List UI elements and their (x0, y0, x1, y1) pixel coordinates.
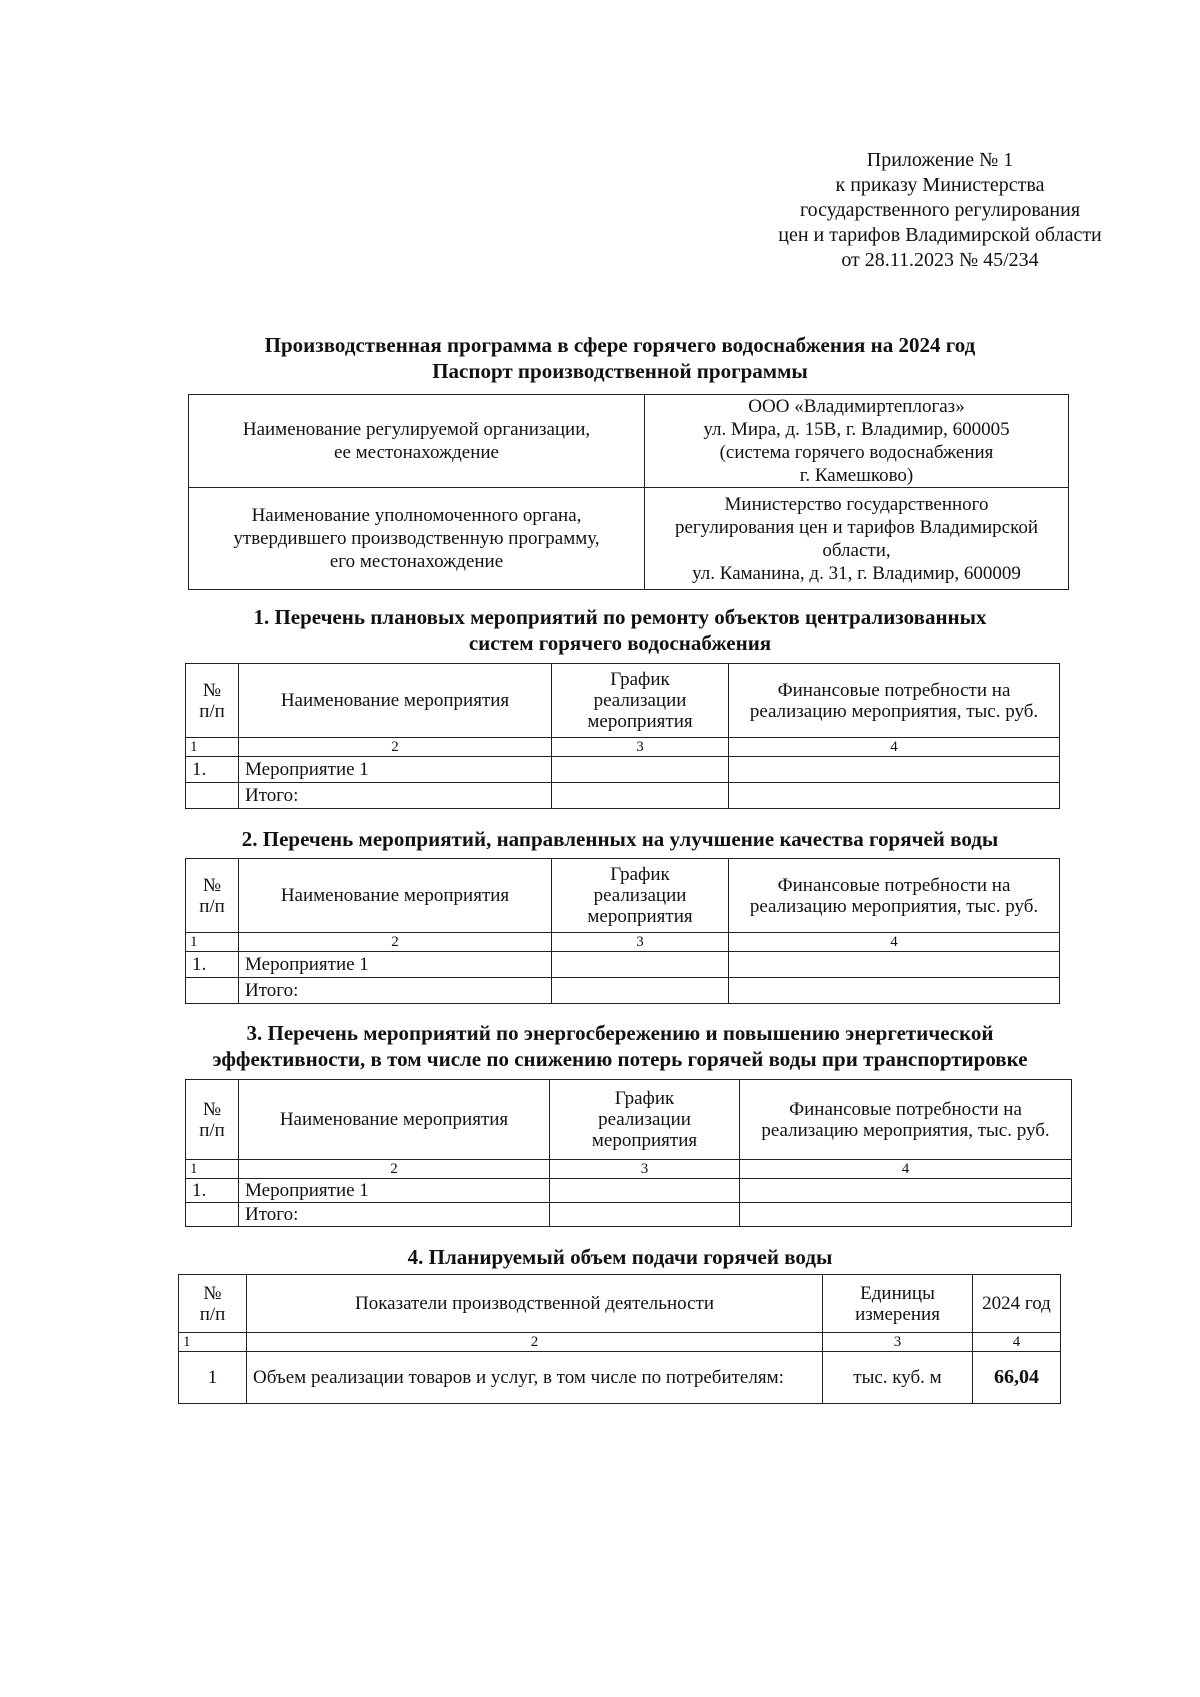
column-number: 4 (729, 933, 1060, 952)
section-4-title (170, 1244, 1070, 1270)
table-header-row (186, 664, 1060, 738)
sub-title: Паспорт производственной программы (432, 359, 808, 383)
table-row (186, 1179, 1072, 1203)
table-cell (729, 978, 1060, 1004)
column-number-row (186, 933, 1060, 952)
header-line: п/п (199, 700, 225, 722)
passport-value-line: ул. Каманина, д. 31, г. Владимир, 600009 (692, 562, 1021, 584)
column-number: 1 (179, 1333, 247, 1352)
appendix-block (740, 148, 1140, 273)
table-cell: Мероприятие 1 (239, 1179, 550, 1203)
section-2-title (170, 826, 1070, 852)
table-cell (729, 783, 1060, 809)
header-line: мероприятия (587, 906, 693, 927)
header-line: реализации (593, 690, 687, 711)
appendix-line: государственного регулирования (799, 199, 1081, 221)
section-title-line: 1. Перечень плановых мероприятий по ремонту объектов централизованных (253, 605, 987, 629)
passport-table (188, 394, 1069, 590)
header-line: № (202, 679, 222, 701)
section-3-table (185, 1079, 1072, 1227)
passport-value-line: г. Камешково) (799, 465, 914, 486)
column-header (186, 664, 239, 738)
column-number: 4 (740, 1160, 1072, 1179)
column-number: 3 (552, 738, 729, 757)
passport-row-organization (189, 395, 1069, 488)
table-cell (740, 1179, 1072, 1203)
column-number: 2 (247, 1333, 823, 1352)
header-line: Наименование мероприятия (279, 1109, 509, 1130)
passport-label (189, 395, 645, 488)
passport-row-authority (189, 488, 1069, 590)
column-number: 3 (550, 1160, 740, 1179)
header-line: Финансовые потребности на (777, 874, 1011, 896)
table-cell (550, 1203, 740, 1227)
table-cell: Мероприятие 1 (239, 952, 552, 978)
table-row (186, 783, 1060, 809)
section-3-title (170, 1020, 1070, 1072)
header-line: реализацию мероприятия, тыс. руб. (749, 895, 1039, 917)
header-line: Единицы (860, 1282, 935, 1304)
table-header-row (186, 1080, 1072, 1160)
table-cell (552, 757, 729, 783)
table-cell: Итого: (239, 978, 552, 1004)
passport-value-line: ООО «Владимиртеплогаз» (748, 396, 965, 417)
header-line: Наименование мероприятия (280, 885, 510, 906)
passport-value (645, 488, 1069, 590)
table-row (186, 757, 1060, 783)
column-number: 1 (186, 933, 239, 952)
column-number: 3 (823, 1333, 973, 1352)
table-cell (186, 978, 239, 1004)
column-header (973, 1275, 1061, 1333)
header-line: мероприятия (591, 1130, 698, 1151)
table-cell: 1. (186, 952, 239, 978)
header-line: реализацию мероприятия, тыс. руб. (761, 1119, 1050, 1141)
column-number: 1 (186, 738, 239, 757)
table-cell: 1. (186, 1179, 239, 1203)
section-title-line: 2. Перечень мероприятий, направленных на улучшение качества горячей воды (241, 827, 999, 851)
section-title-line: систем горячего водоснабжения (468, 631, 772, 655)
header-line: № (202, 874, 222, 896)
table-cell (552, 783, 729, 809)
column-header (550, 1080, 740, 1160)
passport-value-line: (система горячего водоснабжения (719, 442, 994, 463)
passport-label-line: утвердившего производственную программу, (233, 528, 600, 549)
header-line: График (614, 1088, 675, 1109)
column-number: 1 (186, 1160, 239, 1179)
column-number: 2 (239, 1160, 550, 1179)
column-header (823, 1275, 973, 1333)
header-line: № (203, 1282, 222, 1304)
table-row (186, 1203, 1072, 1227)
table-cell: Мероприятие 1 (239, 757, 552, 783)
header-line: мероприятия (587, 711, 693, 732)
passport-value-line: регулирования цен и тарифов Владимирской (674, 516, 1039, 538)
header-line: Финансовые потребности на (789, 1098, 1022, 1120)
appendix-line: цен и тарифов Владимирской области (778, 224, 1102, 246)
column-number-row (186, 1160, 1072, 1179)
passport-value-line: ул. Мира, д. 15В, г. Владимир, 600005 (703, 419, 1010, 440)
column-header (239, 664, 552, 738)
main-title: Производственная программа в сфере горячего водоснабжения на 2024 год (264, 333, 976, 357)
table-cell (552, 952, 729, 978)
appendix-line: к приказу Министерства (835, 174, 1045, 196)
passport-label-line: ее местонахождение (334, 442, 499, 463)
column-header (729, 664, 1060, 738)
column-number-row (186, 738, 1060, 757)
column-header (239, 1080, 550, 1160)
column-header (729, 859, 1060, 933)
header-line: реализацию мероприятия, тыс. руб. (749, 700, 1039, 722)
table-cell (740, 1203, 1072, 1227)
header-line: измерения (855, 1303, 940, 1325)
passport-value (645, 395, 1069, 488)
header-line: График (610, 864, 670, 885)
header-line: Финансовые потребности на (777, 679, 1011, 701)
column-number: 2 (239, 933, 552, 952)
section-title-line: 3. Перечень мероприятий по энергосбережению и повышению энергетической (246, 1021, 994, 1045)
column-number-row (179, 1333, 1061, 1352)
passport-label-line: Наименование уполномоченного органа, (251, 505, 582, 526)
column-number: 3 (552, 933, 729, 952)
section-4-table (178, 1274, 1061, 1404)
table-cell (729, 952, 1060, 978)
table-cell: Итого: (239, 783, 552, 809)
table-row (186, 978, 1060, 1004)
table-cell (552, 978, 729, 1004)
table-row (179, 1352, 1061, 1404)
column-header (186, 859, 239, 933)
column-header (552, 664, 729, 738)
table-cell (729, 757, 1060, 783)
header-line: п/п (199, 1303, 226, 1325)
table-header-row (186, 859, 1060, 933)
header-line: п/п (199, 1119, 225, 1141)
passport-label-line: его местонахождение (329, 551, 504, 572)
section-1-title (170, 604, 1070, 656)
appendix-line: Приложение № 1 (866, 149, 1014, 171)
table-cell: тыс. куб. м (823, 1352, 973, 1404)
table-row (186, 952, 1060, 978)
section-title-line: 4. Планируемый объем подачи горячей воды (407, 1245, 833, 1269)
column-header (247, 1275, 823, 1333)
passport-label (189, 488, 645, 590)
column-number: 2 (239, 738, 552, 757)
section-1-table (185, 663, 1060, 809)
table-cell: 1. (186, 757, 239, 783)
column-header (552, 859, 729, 933)
table-header-row (179, 1275, 1061, 1333)
column-header (179, 1275, 247, 1333)
header-line: п/п (199, 895, 225, 917)
header-line: № (202, 1098, 222, 1120)
header-line: 2024 год (982, 1293, 1051, 1314)
section-2-table (185, 858, 1060, 1004)
section-title-line: эффективности, в том числе по снижению потерь горячей воды при транспортировке (212, 1047, 1028, 1071)
passport-value-line: Министерство государственного (724, 493, 989, 515)
column-number: 4 (729, 738, 1060, 757)
table-cell: Итого: (239, 1203, 550, 1227)
header-line: График (610, 669, 670, 690)
appendix-line: от 28.11.2023 № 45/234 (841, 249, 1039, 271)
passport-label-line: Наименование регулируемой организации, (242, 419, 591, 440)
header-line: реализации (593, 885, 687, 906)
table-cell (550, 1179, 740, 1203)
header-line: реализации (598, 1109, 691, 1130)
header-line: Показатели производственной деятельности (354, 1293, 715, 1314)
column-header (186, 1080, 239, 1160)
column-header (239, 859, 552, 933)
table-cell: Объем реализации товаров и услуг, в том числе по потребителям: (247, 1352, 823, 1404)
table-cell: 1 (179, 1352, 247, 1404)
passport-value-line: области, (822, 539, 891, 561)
table-cell (186, 1203, 239, 1227)
table-cell (186, 783, 239, 809)
column-header (740, 1080, 1072, 1160)
header-line: Наименование мероприятия (280, 690, 510, 711)
column-number: 4 (973, 1333, 1061, 1352)
table-cell: 66,04 (973, 1352, 1061, 1404)
